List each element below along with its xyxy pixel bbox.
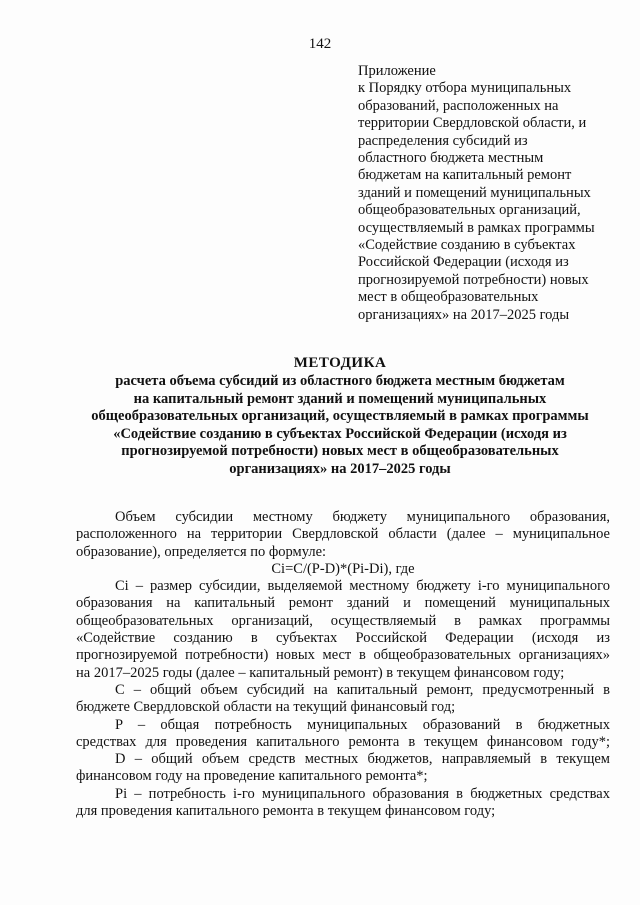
body-line: бюджете Свердловской области на текущий финансовый год;: [76, 699, 456, 716]
appendix-line: областного бюджета местным: [358, 150, 544, 167]
appendix-line: «Содействие созданию в субъектах: [358, 237, 576, 254]
body-line: финансовом году на проведение капитального ремонта*;: [76, 768, 428, 785]
body-line: образование), определяется по формуле:: [76, 543, 327, 560]
appendix-line: прогнозируемой потребности) новых: [358, 271, 589, 288]
document-title: МЕТОДИКА: [293, 355, 387, 371]
document-body: [76, 509, 610, 820]
appendix-line: образований, расположенных на: [358, 97, 559, 114]
body-line: средствах для проведения капитального ремонта в текущем финансовом году*;: [76, 733, 610, 750]
body-line: расположенного на территории Свердловской области (далее – муниципальное: [76, 526, 610, 543]
body-line: на 2017–2025 годы (далее – капитальный ремонт) в текущем финансовом году;: [76, 664, 565, 681]
body-line: «Содействие созданию в субъектах Российской Федерации (исходя из: [76, 630, 610, 647]
appendix-line: зданий и помещений муниципальных: [358, 184, 591, 201]
body-line: Ci – размер субсидии, выделяемой местному бюджету i-го муниципального: [115, 578, 610, 595]
subtitle-line: организациях» на 2017–2025 годы: [229, 460, 451, 477]
appendix-line: к Порядку отбора муниципальных: [358, 80, 572, 97]
appendix-line: мест в общеобразовательных: [358, 289, 539, 306]
body-line: Pi – потребность i-го муниципального образования в бюджетных средствах: [115, 785, 610, 802]
page-number: 142: [308, 36, 332, 52]
document-subtitle: [70, 373, 610, 479]
formula: Ci=C/(P-D)*(Pi-Di), где: [271, 560, 415, 577]
appendix-line: Приложение: [358, 63, 436, 79]
appendix-line: распределения субсидий из: [358, 132, 528, 149]
body-line: P – общая потребность муниципальных образований в бюджетных: [115, 716, 610, 733]
appendix-line: общеобразовательных организаций,: [358, 202, 581, 219]
body-line: общеобразовательных организаций, осуществляемый в рамках программы: [76, 612, 610, 629]
appendix-line: осуществляемый в рамках программы: [358, 219, 595, 236]
body-line: для проведения капитального ремонта в текущем финансовом году;: [76, 803, 496, 820]
body-line: прогнозируемой потребности) новых мест в общеобразовательных организациях»: [76, 647, 610, 664]
subtitle-line: «Содействие созданию в субъектах Российской Федерации (исходя из: [113, 425, 567, 442]
appendix-line: территории Свердловской области, и: [358, 115, 587, 132]
body-line: C – общий объем субсидий на капитальный ремонт, предусмотренный в: [115, 681, 610, 698]
subtitle-line: прогнозируемой потребности) новых мест в общеобразовательных: [121, 443, 559, 460]
body-line: D – общий объем средств местных бюджетов, направляемый в текущем: [115, 751, 610, 768]
body-line: Объем субсидии местному бюджету муниципального образования,: [115, 509, 610, 525]
appendix-line: организациях» на 2017–2025 годы: [358, 306, 570, 323]
subtitle-line: расчета объема субсидий из областного бюджета местным бюджетам: [115, 373, 565, 389]
subtitle-line: общеобразовательных организаций, осуществляемый в рамках программы: [91, 408, 589, 425]
subtitle-line: на капитальный ремонт зданий и помещений муниципальных: [133, 390, 547, 407]
appendix-line: Российской Федерации (исходя из: [358, 254, 569, 271]
body-line: образования на капитальный ремонт зданий и помещений муниципальных: [76, 595, 610, 612]
appendix-line: бюджетам на капитальный ремонт: [358, 167, 572, 184]
appendix-block: [358, 63, 628, 324]
